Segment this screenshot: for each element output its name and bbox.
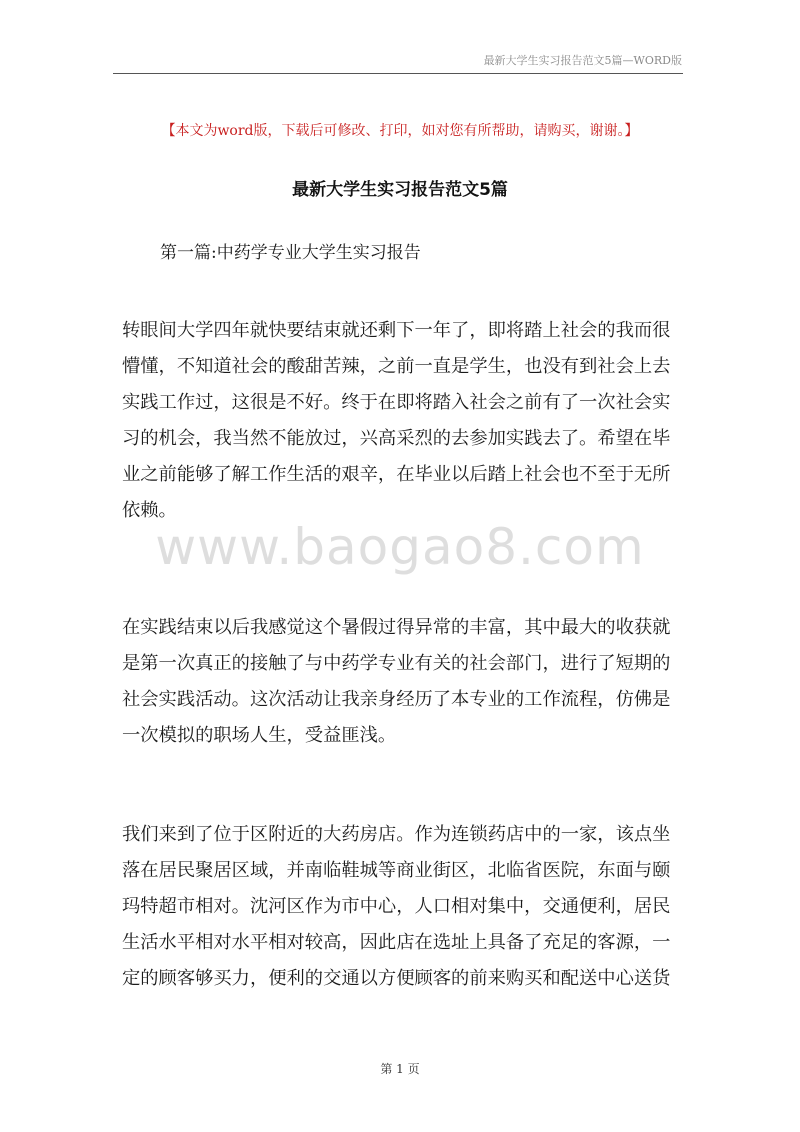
page-number: 第 1 页 xyxy=(380,1062,420,1076)
paragraph-line: 实践工作过，这很是不好。终于在即将踏入社会之前有了一次社会实 xyxy=(122,392,671,413)
paragraph-line: 我们来到了位于区附近的大药房店。作为连锁药店中的一家，该点坐 xyxy=(122,824,671,845)
document-title: 最新大学生实习报告范文5篇 xyxy=(292,180,508,200)
paragraph-line: 依赖。 xyxy=(122,500,177,521)
paragraph-1 xyxy=(122,313,682,529)
paragraph-line: 是第一次真正的接触了与中药学专业有关的社会部门，进行了短期的 xyxy=(122,653,671,674)
paragraph-line: 社会实践活动。这次活动让我亲身经历了本专业的工作流程，仿佛是 xyxy=(122,689,671,710)
running-header: 最新大学生实习报告范文5篇—WORD版 xyxy=(483,54,682,67)
paragraph-line: 转眼间大学四年就快要结束就还剩下一年了，即将踏上社会的我而很 xyxy=(122,320,671,341)
paragraph-line: 落在居民聚居区域，并南临鞋城等商业街区，北临省医院，东面与颐 xyxy=(122,860,671,881)
section-heading: 第一篇:中药学专业大学生实习报告 xyxy=(160,243,421,263)
paragraph-3 xyxy=(122,817,682,997)
header-divider xyxy=(113,73,683,74)
site-watermark: www.baogao8.com xyxy=(155,518,645,576)
paragraph-line: 生活水平相对水平相对较高，因此店在选址上具备了充足的客源，一 xyxy=(122,932,671,953)
paragraph-line: 一次模拟的职场人生，受益匪浅。 xyxy=(122,725,397,746)
paragraph-line: 玛特超市相对。沈河区作为市中心，人口相对集中，交通便利，居民 xyxy=(122,896,671,917)
paragraph-line: 懵懂，不知道社会的酸甜苦辣，之前一直是学生，也没有到社会上去 xyxy=(122,356,671,377)
paragraph-line: 定的顾客够买力，便利的交通以方便顾客的前来购买和配送中心送货 xyxy=(122,968,671,989)
purchase-notice: 【本文为word版，下载后可修改、打印，如对您有所帮助，请购买，谢谢。】 xyxy=(161,123,639,139)
paragraph-line: 业之前能够了解工作生活的艰辛，在毕业以后踏上社会也不至于无所 xyxy=(122,464,671,485)
paragraph-line: 在实践结束以后我感觉这个暑假过得异常的丰富，其中最大的收获就 xyxy=(122,617,671,638)
paragraph-2 xyxy=(122,610,682,754)
paragraph-line: 习的机会，我当然不能放过，兴高采烈的去参加实践去了。希望在毕 xyxy=(122,428,671,449)
